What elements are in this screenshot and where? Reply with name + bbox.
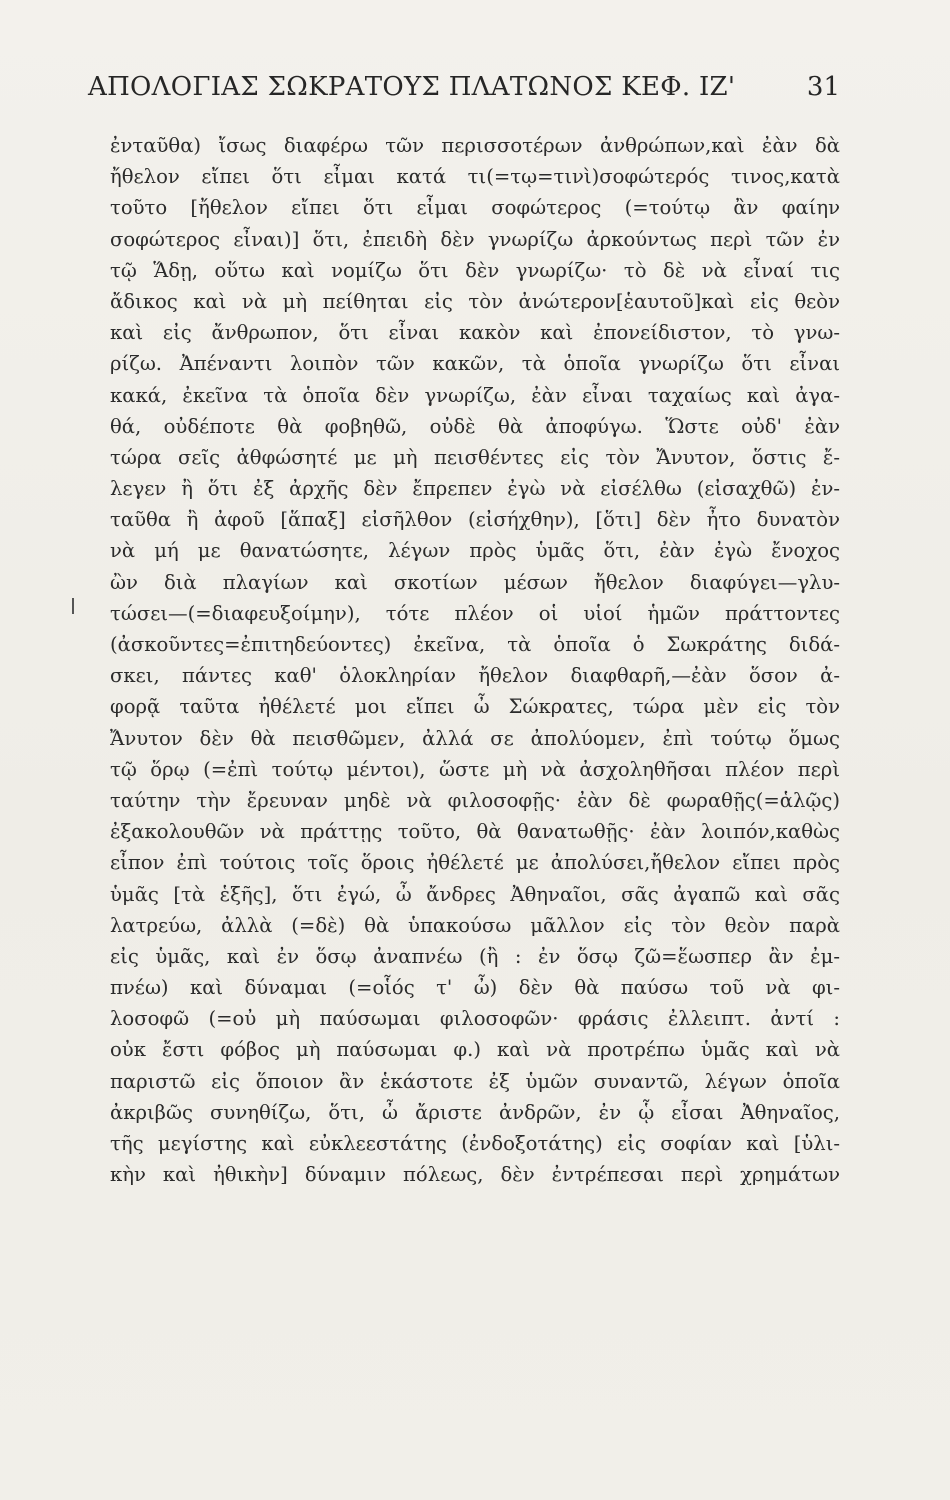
text-line: εἶπον ἐπὶ τούτοις τοῖς ὅροις ἠθέλετέ με ἀπολύσει,ἤθελον εἴπει πρὸς: [110, 851, 840, 875]
text-line: σκει, πάντες καθ' ὁλοκληρίαν ἤθελον διαφθαρῆ,—ἐὰν ὅσον ἀ-: [110, 664, 840, 688]
margin-mark: [72, 598, 74, 614]
text-line: καὶ εἰς ἄνθρωπον, ὅτι εἶναι κακὸν καὶ ἐπονείδιστον, τὸ γνω-: [110, 321, 840, 345]
text-line: θά, οὐδέποτε θὰ φοβηθῶ, οὐδὲ θὰ ἀποφύγω. Ὥστε οὐδ' ἐὰν: [110, 414, 840, 438]
text-line: εἰς ὑμᾶς, καὶ ἐν ὅσῳ ἀναπνέω (ἢ : ἐν ὅσῳ ζῶ=ἕωσπερ ἂν ἐμ-: [110, 944, 840, 968]
running-title: ΑΠΟΛΟΓΙΑΣ ΣΩΚΡΑΤΟΥΣ ΠΛΑΤΩΝΟΣ ΚΕΦ. ΙΖ': [88, 72, 736, 102]
text-line: παριστῶ εἰς ὅποιον ἂν ἑκάστοτε ἐξ ὑμῶν συναντῶ, λέγων ὁποῖα: [110, 1069, 840, 1093]
text-line: λοσοφῶ (=οὐ μὴ παύσωμαι φιλοσοφῶν· φράσις ἐλλειπτ. ἀντί :: [110, 1007, 840, 1031]
text-line: τώρα σεῖς ἀθφώσητέ με μὴ πεισθέντες εἰς τὸν Ἄνυτον, ὅστις ἔ-: [110, 445, 840, 469]
text-line: λεγεν ἢ ὅτι ἐξ ἀρχῆς δὲν ἔπρεπεν ἐγὼ νὰ εἰσέλθω (εἰσαχθῶ) ἐν-: [110, 477, 840, 501]
text-line: σοφώτερος εἶναι)] ὅτι, ἐπειδὴ δὲν γνωρίζω ἀρκούντως περὶ τῶν ἐν: [110, 227, 840, 251]
text-line: λατρεύω, ἀλλὰ (=δὲ) θὰ ὑπακούσω μᾶλλον εἰς τὸν θεὸν παρὰ: [110, 913, 840, 937]
text-line: ὑμᾶς [τὰ ἑξῆς], ὅτι ἐγώ, ὦ ἄνδρες Ἀθηναῖοι, σᾶς ἀγαπῶ καὶ σᾶς: [110, 882, 840, 906]
text-line: ὢν διὰ πλαγίων καὶ σκοτίων μέσων ἤθελον διαφύγει—γλυ-: [110, 570, 840, 594]
text-line: ἤθελον εἴπει ὅτι εἶμαι κατά τι(=τῳ=τινὶ)σοφώτερός τινος,κατὰ: [110, 165, 840, 189]
text-line: κὴν καὶ ἠθικὴν] δύναμιν πόλεως, δὲν ἐντρέπεσαι περὶ χρημάτων: [110, 1163, 840, 1187]
text-line: πνέω) καὶ δύναμαι (=οἷός τ' ὦ) δὲν θὰ παύσω τοῦ νὰ φι-: [110, 976, 840, 1000]
text-line: τώσει—(=διαφευξοίμην), τότε πλέον οἱ υἱοί ἡμῶν πράττοντες: [110, 601, 840, 625]
text-line: ἐξακολουθῶν νὰ πράττῃς τοῦτο, θὰ θανατωθῇς· ἐὰν λοιπόν,καθὼς: [110, 820, 840, 844]
text-line: τῷ ὅρῳ (=ἐπὶ τούτῳ μέντοι), ὥστε μὴ νὰ ἀσχοληθῆσαι πλέον περὶ: [110, 757, 840, 781]
body-text: [110, 130, 840, 1190]
text-line: ταῦθα ἢ ἀφοῦ [ἅπαξ] εἰσῆλθον (εἰσήχθην), [ὅτι] δὲν ἦτο δυνατὸν: [110, 508, 840, 532]
running-head: [88, 72, 840, 112]
text-line: ἀκριβῶς συνηθίζω, ὅτι, ὦ ἄριστε ἀνδρῶν, ἐν ᾧ εἶσαι Ἀθηναῖος,: [110, 1100, 840, 1124]
text-line: ἐνταῦθα) ἴσως διαφέρω τῶν περισσοτέρων ἀνθρώπων,καὶ ἐὰν δὰ: [110, 134, 840, 157]
text-line: τῆς μεγίστης καὶ εὐκλεεστάτης (ἐνδοξοτάτης) εἰς σοφίαν καὶ [ὑλι-: [110, 1132, 840, 1155]
text-line: οὐκ ἔστι φόβος μὴ παύσωμαι φ.) καὶ νὰ προτρέπω ὑμᾶς καὶ νὰ: [110, 1038, 840, 1062]
text-line: ταύτην τὴν ἔρευναν μηδὲ νὰ φιλοσοφῇς· ἐὰν δὲ φωραθῇς(=ἁλῷς): [110, 788, 840, 812]
text-line: (ἀσκοῦντες=ἐπιτηδεύοντες) ἐκεῖνα, τὰ ὁποῖα ὁ Σωκράτης διδά-: [110, 633, 840, 656]
text-line: νὰ μή με θανατώσητε, λέγων πρὸς ὑμᾶς ὅτι, ἐὰν ἐγὼ ἔνοχος: [110, 539, 840, 563]
text-line: φορᾷ ταῦτα ἠθέλετέ μοι εἴπει ὦ Σώκρατες, τώρα μὲν εἰς τὸν: [110, 695, 840, 719]
text-line: τῷ Ἅδῃ, οὕτω καὶ νομίζω ὅτι δὲν γνωρίζω· τὸ δὲ νὰ εἶναί τις: [110, 258, 840, 282]
text-line: ρίζω. Ἀπέναντι λοιπὸν τῶν κακῶν, τὰ ὁποῖα γνωρίζω ὅτι εἶναι: [110, 352, 840, 376]
text-line: Ἄνυτον δὲν θὰ πεισθῶμεν, ἀλλά σε ἀπολύομεν, ἐπὶ τούτῳ ὅμως: [110, 726, 840, 750]
text-line: τοῦτο [ἤθελον εἴπει ὅτι εἶμαι σοφώτερος (=τούτῳ ἂν φαίην: [110, 196, 840, 220]
text-line: ἄδικος καὶ νὰ μὴ πείθηται εἰς τὸν ἀνώτερον[ἑαυτοῦ]καὶ εἰς θεὸν: [110, 289, 840, 313]
page-number: 31: [806, 72, 840, 102]
text-line: κακά, ἐκεῖνα τὰ ὁποῖα δὲν γνωρίζω, ἐὰν εἶναι ταχαίως καὶ ἀγα-: [110, 383, 840, 407]
